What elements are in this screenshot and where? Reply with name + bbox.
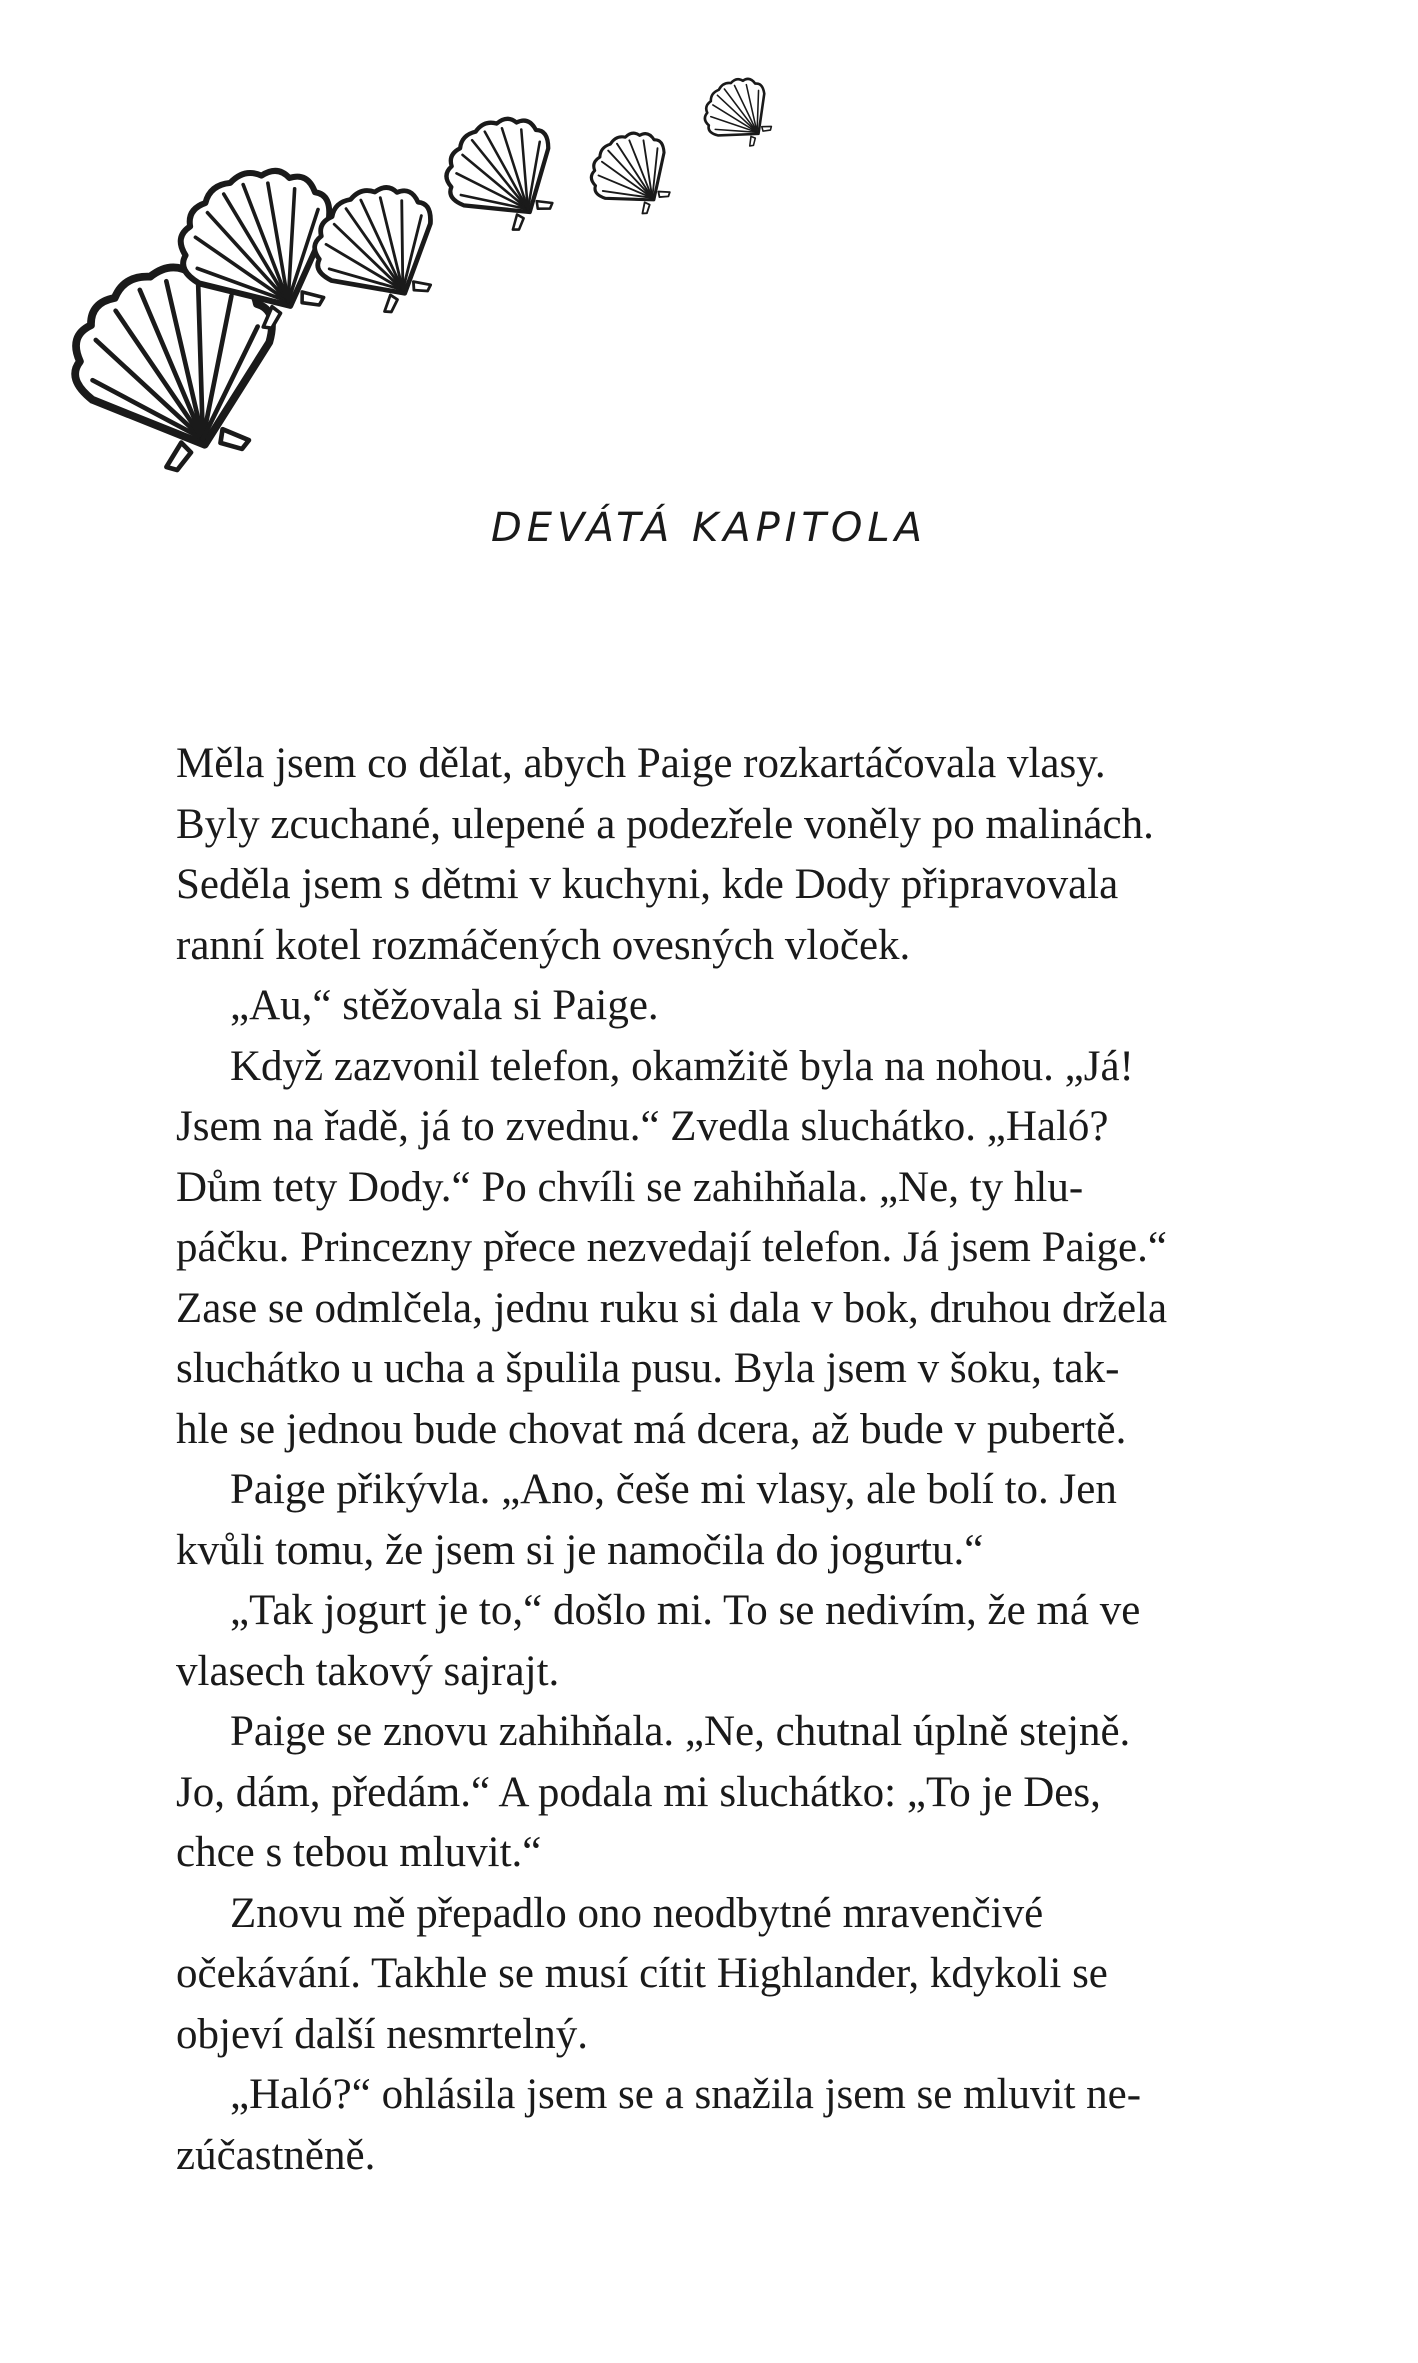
text-line: Paige se znovu zahihňala. „Ne, chutnal úplně stejně. [230, 1708, 1131, 1755]
paragraph [176, 1037, 1214, 1461]
paragraph [176, 1581, 1214, 1702]
scallop-shell-4 [428, 99, 581, 251]
chapter-title: DEVÁTÁ KAPITOLA [490, 505, 928, 551]
body-text [176, 734, 1214, 2186]
paragraph [176, 1884, 1214, 2066]
text-line: sluchátko u ucha a špulila pusu. Byla jsem v šoku, tak- [176, 1345, 1120, 1392]
text-line: Měla jsem co dělat, abych Paige rozkartáčovala vlasy. [176, 740, 1106, 787]
text-line: ranní kotel rozmáčených ovesných vloček. [176, 921, 911, 969]
text-line: Paige přikývla. „Ano, češe mi vlasy, ale bolí to. Jen [230, 1466, 1117, 1513]
paragraph [176, 1460, 1214, 1581]
text-line: chce s tebou mluvit.“ [176, 1829, 542, 1876]
text-line: očekávání. Takhle se musí cítit Highlander, kdykoli se [176, 1950, 1108, 1997]
text-line: „Tak jogurt je to,“ došlo mi. To se nedivím, že má ve [230, 1587, 1141, 1634]
text-line: „Au,“ stěžovala si Paige. [230, 982, 659, 1029]
text-line: vlasech takový sajrajt. [176, 1647, 560, 1695]
text-line: Byly zcuchané, ulepené a podezřele voněly po malinách. [176, 800, 1154, 848]
paragraph [176, 976, 1214, 1037]
text-line: Když zazvonil telefon, okamžitě byla na nohou. „Já! [230, 1042, 1134, 1090]
text-line: Znovu mě přepadlo ono neodbytné mravenčivé [230, 1889, 1044, 1937]
paragraph [176, 1702, 1214, 1884]
text-line: hle se jednou bude chovat má dcera, až bude v pubertě. [176, 1405, 1127, 1453]
scallop-shell-6 [693, 70, 788, 161]
text-line: „Haló?“ ohlásila jsem se a snažila jsem se mluvit ne- [230, 2071, 1142, 2118]
text-line: Jo, dám, předám.“ A podala mi sluchátko: „To je Des, [176, 1768, 1101, 1816]
text-line: Jsem na řadě, já to zvednu.“ Zvedla sluchátko. „Haló? [176, 1103, 1109, 1150]
text-line: Seděla jsem s dětmi v kuchyni, kde Dody připravovala [176, 861, 1119, 908]
text-line: Dům tety Dody.“ Po chvíli se zahihňala. „Ne, ty hlu- [176, 1163, 1084, 1211]
scallop-shells-icon [70, 70, 970, 520]
text-line: kvůli tomu, že jsem si je namočila do jogurtu.“ [176, 1526, 984, 1574]
text-line: Zase se odmlčela, jednu ruku si dala v bok, druhou držela [176, 1284, 1168, 1332]
paragraph [176, 734, 1214, 976]
text-line: objeví další nesmrtelný. [176, 2010, 589, 2058]
scallop-shell-5 [577, 118, 690, 230]
paragraph [176, 2065, 1214, 2186]
text-line: páčku. Princezny přece nezvedají telefon. Já jsem Paige.“ [176, 1224, 1167, 1271]
text-line: zúčastněně. [176, 2131, 376, 2179]
